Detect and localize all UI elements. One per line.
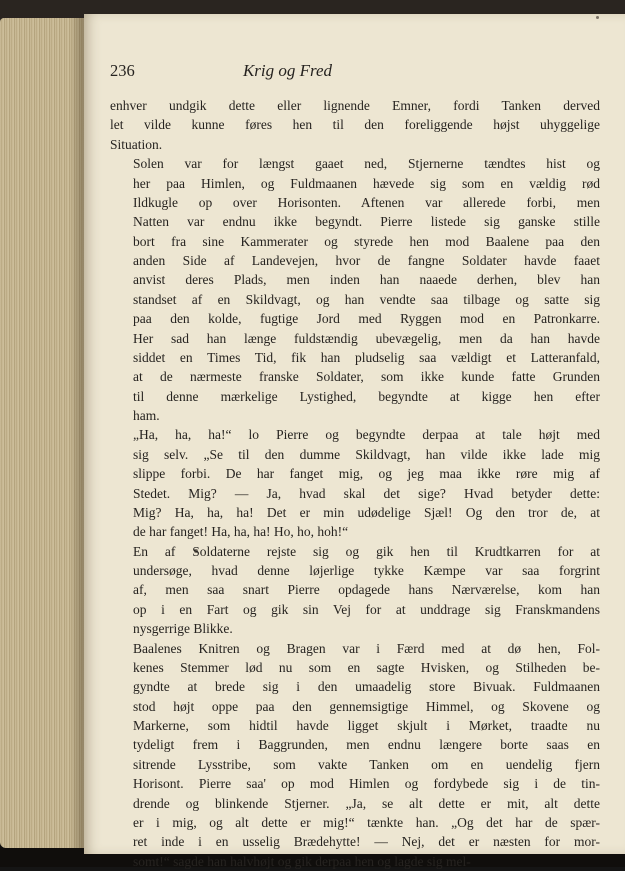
text-line: gyndte at brede sig i den umaadelig store Bivuak. Fuldmaanen [110, 677, 600, 696]
text-line: drende og blinkende Stjerner. „Ja, se alt dette er mit, alt dette [110, 794, 600, 813]
text-line: Markerne, som hidtil havde ligget skjult i Mørket, traadte nu [110, 716, 600, 735]
text-line: Mig? Ha, ha, ha! Det er min udødelige Sjæl! Og den tror de, at [110, 503, 600, 522]
text-line: „Ha, ha, ha!“ lo Pierre og begyndte derpaa at tale højt med [110, 425, 600, 444]
text-line: standset af en Skildvagt, og han vendte saa tilbage og satte sig [110, 290, 600, 309]
text-line: tydeligt frem i Baggrunden, men endnu længere borte saas en [110, 735, 600, 754]
text-line: Natten var endnu ikke begyndt. Pierre listede sig ganske stille [110, 212, 600, 231]
text-line: enhver undgik dette eller lignende Emner, fordi Tanken derved [110, 96, 600, 115]
text-line: nysgerrige Blikke. [110, 619, 600, 638]
page-header [110, 61, 465, 85]
text-line: anvist deres Plads, men inden han naaede derhen, blev han [110, 270, 600, 289]
text-line: de har fanget! Ha, ha, ha! Ho, ho, hoh!“ [110, 522, 600, 541]
paragraph [110, 425, 600, 541]
text-line: Ildkugle op over Horisonten. Aftenen var allerede forbi, men [110, 193, 600, 212]
text-line: er i mig, og alt dette er mig!“ tænkte han. „Og det har de spær- [110, 813, 600, 832]
text-line: bort fra sine Kammerater og styrede hen mod Baalene paa den [110, 232, 600, 251]
text-line: sig selv. „Se til den dumme Skildvagt, han vilde ikke lade mig [110, 445, 600, 464]
page-number: 236 [110, 61, 135, 81]
paragraph [110, 154, 600, 425]
text-line: Her sad han længe fuldstændig ubevægelig, men da han havde [110, 329, 600, 348]
text-line: paa den kolde, fugtige Jord med Ryggen mod en Patronkarre. [110, 309, 600, 328]
text-line: undersøge, hvad denne løjerlige tykke Kæmpe var saa forgrint [110, 561, 600, 580]
text-line: at de nærmeste franske Soldater, som ikke kunde fatte Grunden [110, 367, 600, 386]
text-line: Baalenes Knitren og Bragen var i Færd med at dø hen, Fol- [110, 639, 600, 658]
text-line: af, men saa snart Pierre opdagede hans Nærværelse, kom han [110, 580, 600, 599]
paragraph [110, 96, 600, 154]
text-line: Solen var for længst gaaet ned, Stjernerne tændtes hist og [110, 154, 600, 173]
text-line: til denne mærkelige Lystighed, begyndte at kigge hen efter [110, 387, 600, 406]
paper-speck [596, 16, 599, 19]
text-line: siddet en Times Tid, fik han pludselig saa vældigt et Latteranfald, [110, 348, 600, 367]
text-line: ret inde i en usselig Brædehytte! — Nej, det er næsten for mor- [110, 832, 600, 851]
text-line: En af Soldaterne rejste sig og gik hen til Krudtkarren for at [110, 542, 600, 561]
body-text [110, 96, 600, 871]
running-title: Krig og Fred [110, 61, 465, 81]
text-line: Horisont. Pierre saa' op mod Himlen og fordybede sig i de tin- [110, 774, 600, 793]
text-line: slippe forbi. De har fanget mig, og jeg maa ikke røre mig af [110, 464, 600, 483]
paragraph [110, 542, 600, 639]
text-line: her paa Himlen, og Fuldmaanen hævede sig som en vældig rød [110, 174, 600, 193]
paragraph [110, 639, 600, 871]
text-line: let vilde kunne føres hen til den foreliggende højst uhyggelige [110, 115, 600, 134]
text-line: anden Side af Landevejen, hvor de fangne Soldater havde faaet [110, 251, 600, 270]
text-line: ham. [110, 406, 600, 425]
text-line: somt!“ sagde han halvhøjt og gik derpaa hen og lagde sig mel- [110, 852, 600, 871]
text-line: stod højt oppe paa den gennemsigtige Himmel, og Skovene og [110, 697, 600, 716]
text-line: Stedet. Mig? — Ja, hvad skal det sige? Hvad betyder dette: [110, 484, 600, 503]
text-line: op i en Fart og gik sin Vej for at unddrage sig Franskmandens [110, 600, 600, 619]
text-line: Situation. [110, 135, 600, 154]
text-line: sitrende Lysstribe, som vakte Tanken om en uendelig fjern [110, 755, 600, 774]
text-line: kenes Stemmer lød nu som en sagte Hvisken, og Stilheden be- [110, 658, 600, 677]
